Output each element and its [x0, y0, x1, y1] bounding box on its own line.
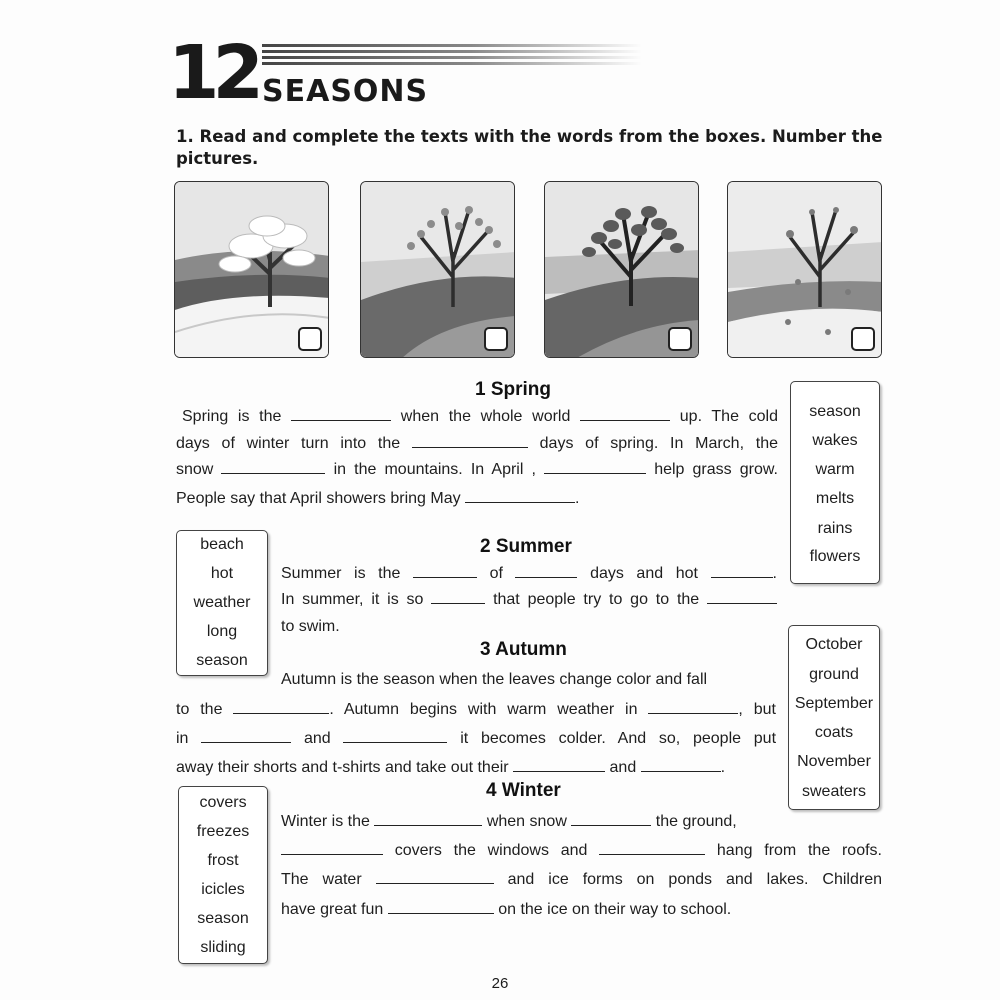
autumn-line-4: away their shorts and t-shirts and take out their and .: [176, 759, 726, 776]
blank[interactable]: [544, 460, 646, 474]
spring-line-1: Spring is the when the whole world up. The cold: [182, 408, 779, 425]
blank[interactable]: [413, 564, 477, 578]
picture-summer: [544, 181, 699, 358]
winter-line-2: covers the windows and hang from the roofs.: [281, 841, 882, 860]
word-option: coats: [814, 724, 854, 741]
word-option: frost: [207, 852, 239, 869]
word-option: sliding: [200, 939, 246, 956]
picture-number-box[interactable]: [298, 327, 322, 351]
word-option: November: [797, 753, 871, 770]
word-option: season: [809, 403, 861, 420]
autumn-line-2: to the . Autumn begins with warm weather in , but: [176, 701, 776, 718]
blank[interactable]: [281, 841, 383, 855]
spring-word-box: [790, 381, 880, 584]
picture-number-box[interactable]: [484, 327, 508, 351]
blank[interactable]: [388, 900, 494, 914]
picture-number-box[interactable]: [851, 327, 875, 351]
page-number: 26: [491, 975, 509, 992]
blank[interactable]: [201, 729, 291, 743]
winter-line-4: have great fun on the ice on their way to school.: [281, 901, 732, 918]
blank[interactable]: [571, 812, 651, 826]
spring-title: 1 Spring: [475, 379, 552, 400]
word-option: beach: [200, 536, 244, 553]
picture-winter: [174, 181, 329, 358]
word-option: season: [196, 652, 248, 669]
word-option: wakes: [812, 432, 858, 449]
header-stripes: [262, 44, 642, 68]
summer-title: 2 Summer: [480, 536, 572, 557]
word-option: weather: [193, 594, 251, 611]
spring-line-3: snow in the mountains. In April , help grass grow.: [176, 461, 779, 478]
picture-number-box[interactable]: [668, 327, 692, 351]
blank[interactable]: [343, 729, 447, 743]
summer-line-1: Summer is the of days and hot .: [281, 565, 777, 582]
word-option: long: [206, 623, 238, 640]
word-option: October: [805, 636, 863, 653]
winter-line-1: Winter is the when snow the ground,: [281, 813, 737, 830]
winter-line-3: The water and ice forms on ponds and lakes. Children: [281, 871, 882, 888]
autumn-line-1: Autumn is the season when the leaves change color and fall: [281, 671, 708, 688]
winter-word-box: [178, 786, 268, 964]
spring-line-2: days of winter turn into the days of spring. In March, the: [176, 435, 778, 452]
blank[interactable]: [515, 564, 577, 578]
word-option: flowers: [809, 548, 861, 565]
blank[interactable]: [221, 460, 325, 474]
spring-line-4: People say that April showers bring May .: [176, 490, 580, 507]
unit-number: 12: [168, 30, 257, 116]
word-option: freezes: [196, 823, 250, 840]
word-option: ground: [809, 666, 859, 683]
blank[interactable]: [291, 407, 391, 421]
blank[interactable]: [707, 590, 777, 604]
unit-title: SEASONS: [262, 74, 429, 109]
blank[interactable]: [374, 812, 482, 826]
blank[interactable]: [376, 870, 494, 884]
word-option: sweaters: [801, 783, 867, 800]
autumn-word-box: [788, 625, 880, 810]
blank[interactable]: [412, 434, 528, 448]
autumn-line-3: in and it becomes colder. And so, people put: [176, 730, 777, 747]
summer-line-2: In summer, it is so that people try to go to the: [281, 590, 777, 609]
blank[interactable]: [711, 564, 773, 578]
blank[interactable]: [465, 489, 575, 503]
word-option: season: [197, 910, 249, 927]
blank[interactable]: [580, 407, 670, 421]
blank[interactable]: [233, 700, 329, 714]
exercise-instruction: 1. Read and complete the texts with the words from the boxes. Number the pictures.: [176, 127, 883, 168]
summer-line-3: to swim.: [281, 618, 340, 635]
word-option: September: [794, 695, 874, 712]
blank[interactable]: [599, 841, 705, 855]
winter-title: 4 Winter: [486, 780, 561, 801]
word-option: covers: [199, 794, 247, 811]
word-option: icicles: [201, 881, 245, 898]
word-option: melts: [815, 490, 855, 507]
summer-word-box: [176, 530, 268, 676]
autumn-title: 3 Autumn: [480, 639, 567, 660]
blank[interactable]: [431, 590, 485, 604]
picture-spring: [360, 181, 515, 358]
word-option: rains: [817, 520, 853, 537]
blank[interactable]: [641, 758, 721, 772]
blank[interactable]: [648, 700, 738, 714]
blank[interactable]: [513, 758, 605, 772]
picture-autumn: [727, 181, 882, 358]
word-option: warm: [815, 461, 855, 478]
word-option: hot: [210, 565, 234, 582]
